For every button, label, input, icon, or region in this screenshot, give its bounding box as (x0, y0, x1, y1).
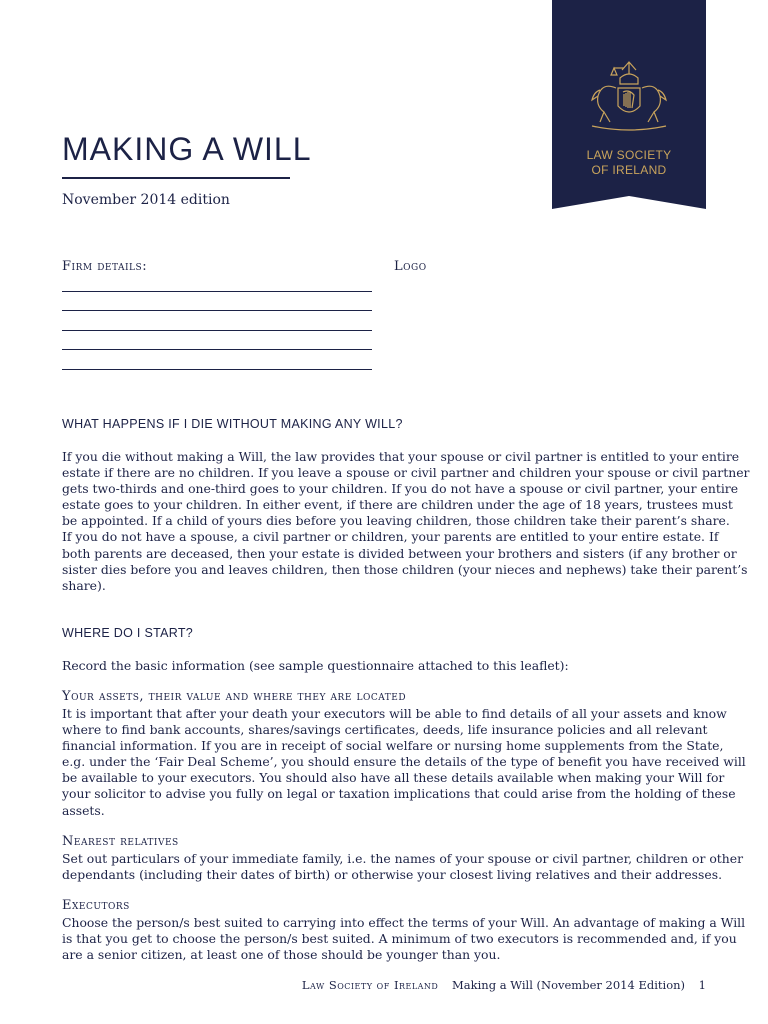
logo-label: Logo (394, 259, 427, 274)
paragraph-line: share). (62, 577, 106, 593)
firm-details-line (62, 291, 372, 292)
paragraph-line: assets. (62, 802, 105, 818)
where-start-intro (62, 658, 706, 674)
paragraph-line: dependants (including their dates of birth) or otherwise your closest living relatives and their addresses. (62, 867, 723, 883)
title-underline (62, 177, 290, 179)
paragraph-line: Choose the person/s best suited to carrying into effect the terms of your Will. An advantage of making a Will (62, 915, 746, 930)
assets-paragraph (62, 706, 746, 819)
law-society-banner (552, 0, 706, 210)
executors-subheading: Executors (62, 898, 130, 913)
footer-page-number: 1 (698, 978, 706, 992)
section-heading-where-start: WHERE DO I START? (62, 626, 194, 640)
relatives-subheading: Nearest relatives (62, 834, 179, 849)
paragraph-line: estate if there are no children. If you leave a spouse or civil partner and children your spouse or civil partner (62, 465, 750, 481)
banner-ribbon (552, 0, 706, 210)
paragraph-line: be available to your executors. You should also have all these details available when making your Will for (62, 770, 725, 786)
paragraph-line: financial information. If you are in receipt of social welfare or nursing home supplements from the State, (62, 738, 724, 754)
relatives-paragraph (62, 851, 744, 883)
page-footer (292, 978, 706, 992)
section-heading-no-will: WHAT HAPPENS IF I DIE WITHOUT MAKING ANY WILL? (62, 417, 403, 431)
paragraph-line: your solicitor to advise you fully on legal or taxation implications that could arise from the holding of these (62, 786, 736, 802)
firm-details-line (62, 349, 372, 350)
paragraph-line: sister dies before you and leaves children, then those children (your nieces and nephews) take their parent’s (62, 561, 748, 577)
paragraph-line: both parents are deceased, then your estate is divided between your brothers and sisters (if any brother or (62, 545, 737, 561)
paragraph-line: If you die without making a Will, the law provides that your spouse or civil partner is entitled to your entire (62, 449, 740, 464)
paragraph-line: If you do not have a spouse, a civil partner or children, your parents are entitled to your entire estate. If (62, 529, 719, 545)
paragraph-line: be appointed. If a child of yours dies before you leaving children, those children take their parent’s share. (62, 513, 730, 529)
firm-details-line (62, 369, 372, 370)
footer-org: Law Society of Ireland (301, 978, 439, 992)
paragraph-line: Record the basic information (see sample questionnaire attached to this leaflet): (62, 658, 569, 673)
banner-org-line2: OF IRELAND (591, 163, 667, 177)
paragraph-line: where to find bank accounts, shares/savings certificates, deeds, life insurance policies and all relevant (62, 722, 708, 738)
paragraph-line: are a senior citizen, at least one of those should be younger than you. (62, 947, 501, 963)
page-title: MAKING A WILL (62, 131, 312, 167)
edition-label: November 2014 edition (62, 192, 230, 208)
executors-paragraph (62, 915, 746, 963)
firm-details-line (62, 310, 372, 311)
firm-details-label: Firm details: (62, 259, 148, 274)
paragraph-line: It is important that after your death your executors will be able to find details of all your assets and know (62, 706, 727, 721)
assets-subheading: Your assets, their value and where they are located (62, 689, 407, 704)
paragraph-line: e.g. under the ‘Fair Deal Scheme’, you should ensure the details of the type of benefit you have received will (62, 754, 746, 770)
paragraph-line: Set out particulars of your immediate family, i.e. the names of your spouse or civil partner, children or other (62, 851, 744, 866)
banner-org-line1: LAW SOCIETY (586, 148, 672, 162)
paragraph-line: gets two-thirds and one-third goes to your children. If you do not have a spouse or civil partner, your entire (62, 481, 739, 497)
firm-details-line (62, 330, 372, 331)
paragraph-line: is that you get to choose the person/s best suited. A minimum of two executors is recommended and, if you (62, 931, 737, 947)
no-will-paragraph (62, 449, 750, 594)
footer-doc-title: Making a Will (November 2014 Edition) (452, 978, 686, 992)
paragraph-line: estate goes to your children. In either event, if there are children under the age of 18 years, trustees must (62, 497, 733, 513)
